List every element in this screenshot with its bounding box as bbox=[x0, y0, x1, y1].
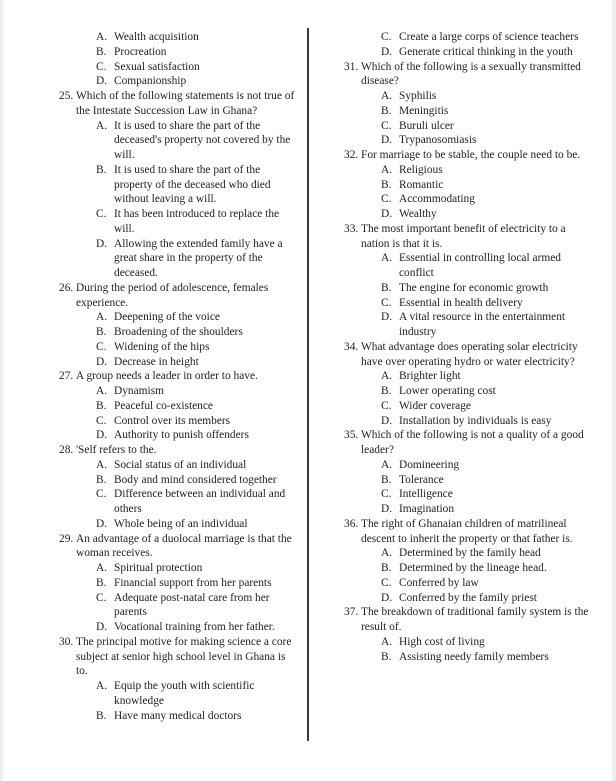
option-text: Dynamism bbox=[114, 385, 164, 397]
question-31 bbox=[344, 60, 589, 149]
question-number: 36. bbox=[344, 517, 359, 530]
option-letter: B. bbox=[381, 385, 392, 397]
question-text: During the period of adolescence, females experience. bbox=[76, 281, 269, 309]
option-letter: B. bbox=[381, 178, 392, 191]
option-text: Accommodating bbox=[399, 193, 475, 206]
left-column bbox=[59, 30, 295, 723]
option-letter: B. bbox=[96, 709, 107, 722]
option-text: Wealthy bbox=[399, 208, 437, 220]
answer-option bbox=[59, 620, 295, 635]
question-text: Which of the following is a sexually transmitted disease? bbox=[361, 60, 581, 88]
question-text: Which of the following is not a quality of a good leader? bbox=[361, 429, 584, 456]
option-letter: A. bbox=[96, 458, 108, 471]
option-letter: B. bbox=[96, 473, 107, 486]
question-text: A group needs a leader in order to have. bbox=[76, 370, 258, 383]
option-letter: C. bbox=[96, 340, 107, 353]
answer-option bbox=[344, 30, 589, 45]
question-text: What advantage does operating solar electricity have over operating hydro or water electricity? bbox=[361, 340, 578, 368]
option-text: Procreation bbox=[114, 45, 167, 58]
question-stem bbox=[344, 340, 589, 370]
question-stem bbox=[344, 605, 589, 635]
answer-option bbox=[344, 591, 589, 606]
answer-option bbox=[59, 74, 295, 89]
option-letter: A. bbox=[381, 252, 393, 265]
answer-option bbox=[344, 251, 589, 281]
answer-option bbox=[344, 104, 589, 119]
answer-option bbox=[344, 650, 589, 665]
answer-option bbox=[59, 399, 295, 414]
option-text: Adequate post-natal care from her parents bbox=[114, 591, 270, 619]
answer-option bbox=[344, 192, 589, 207]
option-text: Domineering bbox=[399, 458, 460, 471]
option-letter: B. bbox=[381, 650, 392, 663]
question-25 bbox=[59, 89, 295, 281]
answer-option bbox=[344, 546, 589, 561]
answer-option bbox=[344, 487, 589, 502]
question-number: 29. bbox=[59, 532, 74, 545]
option-letter: C. bbox=[381, 576, 392, 589]
option-text: Equip the youth with scientific knowledge bbox=[114, 680, 255, 707]
question-29 bbox=[59, 532, 295, 635]
option-text: Lower operating cost bbox=[399, 385, 496, 397]
option-letter: B. bbox=[96, 326, 107, 338]
option-text: Trypanosomiasis bbox=[399, 134, 477, 147]
question-28 bbox=[59, 443, 295, 532]
option-letter: A. bbox=[381, 635, 393, 648]
answer-option bbox=[344, 133, 589, 148]
answer-option bbox=[344, 384, 589, 399]
question-stem bbox=[59, 635, 295, 679]
option-letter: C. bbox=[381, 399, 392, 412]
question-number: 25. bbox=[59, 90, 74, 102]
question-stem bbox=[344, 60, 589, 90]
option-text: Tolerance bbox=[399, 473, 444, 486]
question-stem bbox=[344, 222, 589, 252]
question-text: The breakdown of traditional family system is the result of. bbox=[361, 606, 589, 633]
answer-option bbox=[344, 178, 589, 193]
option-text: Syphilis bbox=[399, 90, 437, 102]
question-number: 37. bbox=[344, 606, 359, 619]
option-text: Assisting needy family members bbox=[399, 650, 549, 663]
option-letter: D. bbox=[381, 311, 393, 324]
option-text: A vital resource in the entertainment industry bbox=[399, 311, 566, 338]
answer-option bbox=[59, 414, 295, 429]
option-letter: C. bbox=[381, 193, 392, 206]
answer-option bbox=[59, 517, 295, 532]
question-number: 34. bbox=[344, 340, 359, 353]
option-letter: A. bbox=[96, 31, 108, 43]
right-column bbox=[344, 30, 589, 664]
answer-option bbox=[344, 296, 589, 311]
option-letter: A. bbox=[381, 163, 393, 176]
question-text: For marriage to be stable, the couple need to be. bbox=[361, 149, 581, 161]
answer-option bbox=[344, 281, 589, 296]
answer-option bbox=[344, 414, 589, 429]
answer-option bbox=[59, 310, 295, 325]
option-letter: D. bbox=[96, 355, 108, 368]
answer-option bbox=[59, 237, 295, 281]
option-letter: C. bbox=[96, 591, 107, 604]
option-text: High cost of living bbox=[399, 635, 485, 648]
option-letter: A. bbox=[96, 680, 108, 692]
option-letter: C. bbox=[381, 31, 392, 43]
option-text: Wealth acquisition bbox=[114, 31, 199, 43]
question-number: 26. bbox=[59, 281, 74, 294]
option-letter: C. bbox=[381, 296, 392, 309]
question-35 bbox=[344, 428, 589, 517]
answer-option bbox=[59, 458, 295, 473]
option-text: Buruli ulcer bbox=[399, 119, 454, 132]
question-text: The right of Ghanaian children of matrilineal descent to inherit the property or that father is. bbox=[361, 517, 573, 545]
option-text: It has been introduced to replace the will. bbox=[114, 208, 280, 235]
question-stem bbox=[59, 281, 295, 311]
question-stem bbox=[344, 517, 589, 547]
question-stem bbox=[344, 148, 589, 163]
answer-option bbox=[59, 60, 295, 75]
option-letter: B. bbox=[96, 45, 107, 58]
answer-option bbox=[59, 709, 295, 724]
option-text: Conferred by the family priest bbox=[399, 591, 537, 604]
answer-option bbox=[344, 458, 589, 473]
question-26 bbox=[59, 281, 295, 370]
answer-option bbox=[344, 207, 589, 222]
option-letter: A. bbox=[381, 458, 393, 471]
option-letter: D. bbox=[381, 45, 393, 58]
option-text: Social status of an individual bbox=[114, 458, 247, 471]
option-text: Installation by individuals is easy bbox=[399, 414, 552, 427]
question-stem bbox=[59, 369, 295, 384]
option-letter: A. bbox=[96, 385, 108, 397]
option-text: Generate critical thinking in the youth bbox=[399, 45, 573, 58]
question-36 bbox=[344, 517, 589, 606]
question-text: 'Self refers to the. bbox=[76, 444, 157, 456]
answer-option bbox=[59, 45, 295, 60]
option-text: Whole being of an individual bbox=[114, 517, 248, 530]
column-divider bbox=[307, 28, 309, 741]
answer-option bbox=[344, 576, 589, 591]
answer-option bbox=[344, 119, 589, 134]
option-letter: C. bbox=[96, 60, 107, 73]
option-text: Control over its members bbox=[114, 414, 231, 427]
option-letter: B. bbox=[381, 104, 392, 117]
option-letter: D. bbox=[381, 503, 393, 515]
answer-option bbox=[59, 561, 295, 576]
option-text: Determined by the family head bbox=[399, 547, 541, 560]
answer-option bbox=[59, 340, 295, 355]
option-text: Wider coverage bbox=[399, 399, 471, 412]
option-letter: C. bbox=[381, 488, 392, 501]
option-letter: C. bbox=[96, 488, 107, 501]
question-number: 32. bbox=[344, 149, 359, 161]
question-33 bbox=[344, 222, 589, 340]
answer-option bbox=[344, 635, 589, 650]
question-number: 31. bbox=[344, 60, 359, 73]
answer-option bbox=[59, 679, 295, 709]
option-letter: D. bbox=[381, 414, 393, 427]
question-text: Which of the following statements is not true of the Intestate Succession Law in Ghana? bbox=[76, 90, 295, 117]
option-text: Religious bbox=[399, 163, 443, 176]
answer-option bbox=[59, 473, 295, 488]
question-text: The most important benefit of electricity to a nation is that it is. bbox=[361, 222, 566, 250]
option-letter: D. bbox=[96, 237, 108, 250]
question-number: 33. bbox=[344, 222, 359, 235]
answer-option bbox=[59, 487, 295, 517]
answer-option bbox=[59, 355, 295, 370]
option-text: Conferred by law bbox=[399, 576, 479, 589]
answer-option bbox=[344, 561, 589, 576]
option-text: The engine for economic growth bbox=[399, 281, 549, 294]
exam-page bbox=[3, 0, 612, 781]
option-letter: C. bbox=[381, 119, 392, 132]
option-text: It is used to share the part of the property of the deceased who died without leaving a will. bbox=[114, 163, 271, 206]
option-text: Deepening of the voice bbox=[114, 311, 220, 324]
answer-option bbox=[59, 163, 295, 207]
option-text: Allowing the extended family have a great share in the property of the deceased. bbox=[114, 237, 283, 279]
option-letter: C. bbox=[96, 208, 107, 220]
question-text: An advantage of a duolocal marriage is that the woman receives. bbox=[76, 532, 292, 560]
option-text: Widening of the hips bbox=[114, 340, 210, 353]
question-number: 30. bbox=[59, 635, 74, 648]
question-30 bbox=[59, 635, 295, 724]
question-stem bbox=[59, 89, 295, 119]
answer-option bbox=[344, 369, 589, 384]
question-stem bbox=[344, 428, 589, 458]
answer-option bbox=[344, 310, 589, 340]
answer-option bbox=[344, 89, 589, 104]
answer-option bbox=[59, 119, 295, 163]
question-number: 35. bbox=[344, 429, 359, 442]
question-number: 27. bbox=[59, 370, 74, 383]
option-letter: D. bbox=[381, 134, 393, 147]
option-letter: D. bbox=[96, 621, 108, 633]
option-text: Romantic bbox=[399, 178, 444, 191]
option-letter: B. bbox=[381, 281, 392, 294]
option-text: Intelligence bbox=[399, 488, 453, 501]
option-text: Brighter light bbox=[399, 370, 461, 383]
option-letter: D. bbox=[96, 75, 108, 88]
option-letter: A. bbox=[96, 311, 108, 324]
answer-option bbox=[344, 163, 589, 178]
option-letter: D. bbox=[381, 591, 393, 604]
option-text: Essential in controlling local armed conflict bbox=[399, 252, 561, 279]
option-text: Decrease in height bbox=[114, 355, 199, 368]
question-37 bbox=[344, 605, 589, 664]
option-letter: B. bbox=[96, 576, 107, 589]
question-text: The principal motive for making science a core subject at senior high school level in Ghana is to. bbox=[76, 635, 292, 678]
option-letter: B. bbox=[96, 399, 107, 412]
option-text: Sexual satisfaction bbox=[114, 60, 200, 73]
option-text: Broadening of the shoulders bbox=[114, 326, 243, 338]
option-letter: B. bbox=[96, 163, 107, 176]
option-text: Have many medical doctors bbox=[114, 709, 242, 722]
answer-option bbox=[344, 473, 589, 488]
option-letter: D. bbox=[96, 429, 108, 442]
option-letter: C. bbox=[96, 414, 107, 427]
option-letter: A. bbox=[381, 90, 393, 102]
answer-option bbox=[344, 45, 589, 60]
option-text: Determined by the lineage head. bbox=[399, 562, 547, 574]
answer-option bbox=[344, 502, 589, 517]
question-27 bbox=[59, 369, 295, 443]
option-text: Essential in health delivery bbox=[399, 296, 523, 309]
option-letter: B. bbox=[381, 562, 392, 574]
option-text: Imagination bbox=[399, 503, 455, 515]
answer-option bbox=[59, 30, 295, 45]
answer-option bbox=[59, 591, 295, 621]
question-stem bbox=[59, 532, 295, 562]
answer-option bbox=[59, 384, 295, 399]
option-letter: A. bbox=[96, 119, 108, 132]
option-letter: D. bbox=[96, 517, 108, 530]
answer-option bbox=[59, 428, 295, 443]
option-text: Vocational training from her father. bbox=[114, 621, 275, 633]
answer-option bbox=[59, 576, 295, 591]
option-text: Body and mind considered together bbox=[114, 473, 277, 486]
option-text: Financial support from her parents bbox=[114, 576, 272, 589]
option-letter: A. bbox=[96, 562, 108, 574]
option-text: It is used to share the part of the deceased's property not covered by the will. bbox=[114, 119, 291, 161]
option-letter: A. bbox=[381, 547, 393, 560]
question-34 bbox=[344, 340, 589, 429]
option-text: Difference between an individual and others bbox=[114, 488, 286, 515]
answer-option bbox=[344, 399, 589, 414]
option-letter: D. bbox=[381, 208, 393, 220]
option-text: Authority to punish offenders bbox=[114, 429, 249, 442]
question-32 bbox=[344, 148, 589, 222]
option-text: Companionship bbox=[114, 75, 187, 88]
option-text: Meningitis bbox=[399, 104, 449, 117]
answer-option bbox=[59, 207, 295, 237]
option-text: Create a large corps of science teachers bbox=[399, 31, 579, 43]
option-text: Peaceful co-existence bbox=[114, 399, 213, 412]
question-stem bbox=[59, 443, 295, 458]
question-number: 28. bbox=[59, 444, 74, 456]
option-letter: A. bbox=[381, 370, 393, 383]
option-text: Spiritual protection bbox=[114, 562, 203, 574]
option-letter: B. bbox=[381, 473, 392, 486]
answer-option bbox=[59, 325, 295, 340]
